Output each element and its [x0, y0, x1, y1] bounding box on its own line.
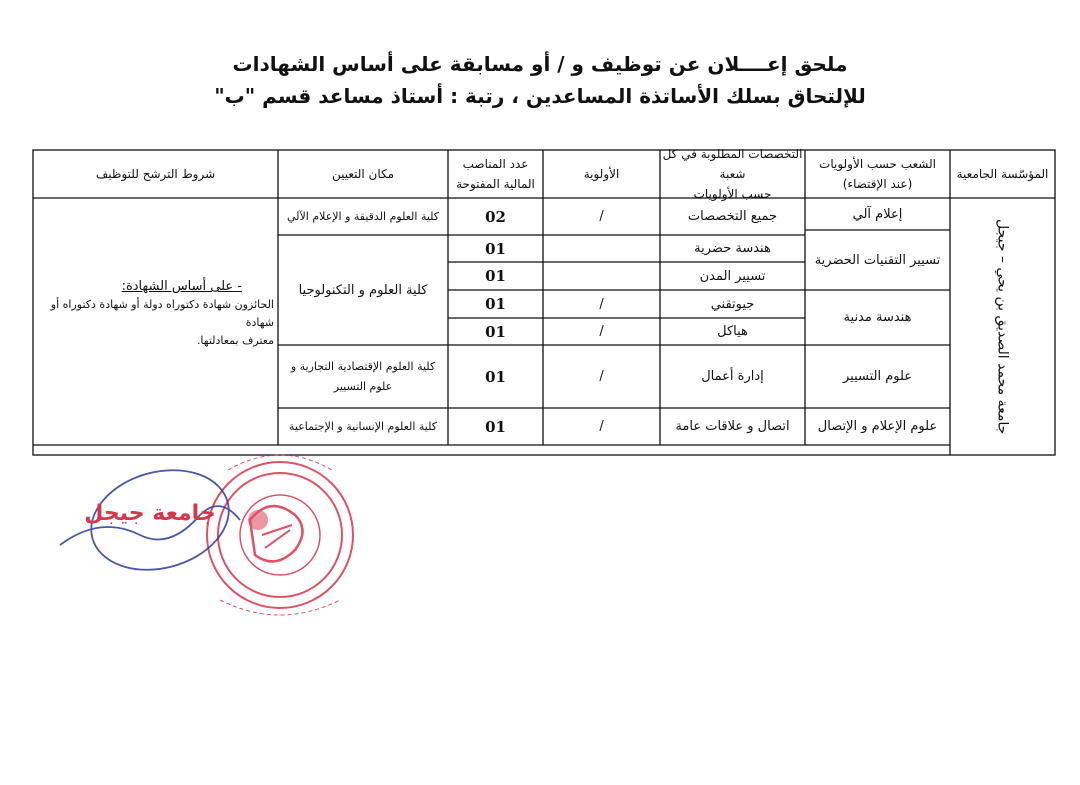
priority-cell [543, 262, 660, 290]
place-cell [278, 345, 448, 408]
conditions-line2: معترف بمعادلتها. [196, 334, 274, 347]
priority-cell: / [599, 419, 604, 434]
signature-text: جامعة جيجل [84, 501, 216, 526]
conditions-heading: - على أساس الشهادة: [121, 279, 242, 294]
branch-cell: علوم التسيير [842, 369, 913, 384]
header-place: مكان التعيين [331, 167, 395, 181]
posts-cell: 01 [485, 322, 506, 341]
specialty-cell: تسيير المدن [699, 268, 766, 284]
branch-cell: إعلام آلي [852, 206, 903, 222]
priority-cell: / [599, 296, 604, 312]
conditions-block [38, 278, 274, 350]
priority-cell: / [599, 369, 604, 384]
specialty-cell: إدارة أعمال [701, 369, 764, 384]
posts-cell: 01 [485, 417, 506, 436]
place-line1: كلية العلوم الإقتصادية التجارية و [290, 359, 436, 373]
header-priority: الأولوية [583, 167, 620, 181]
document-title-line2: للإلتحاق بسلك الأساتذة المساعدين ، رتبة : أستاذ مساعد قسم "ب" [214, 84, 866, 108]
priority-cell: / [599, 324, 604, 339]
specialty-cell: اتصال و علاقات عامة [675, 419, 790, 434]
institution-name: جامعة محمد الصديق بن يحي – جيجل [994, 218, 1011, 435]
specialty-cell: هياكل [717, 324, 748, 339]
posts-cell: 02 [485, 207, 506, 226]
document-title-line1: ملحق إعــــلان عن توظيف و / أو مسابقة على أساس الشهادات [232, 52, 848, 76]
place-line2: علوم التسيير [333, 379, 393, 393]
place-cell: كلية العلوم و التكنولوجيا [298, 282, 428, 298]
header-posts [448, 150, 543, 198]
priority-cell: / [599, 209, 604, 224]
header-specialty [660, 147, 805, 201]
header-branch-line1: الشعب حسب الأولويات [819, 157, 936, 171]
header-posts-line1: عدد المناصب [462, 157, 529, 171]
header-branch [805, 150, 950, 198]
posts-cell: 01 [485, 267, 506, 285]
specialty-cell: جيوتقني [710, 296, 755, 312]
posts-cell: 01 [485, 239, 506, 258]
place-cell: كلية العلوم الدقيقة و الإعلام الآلي [286, 210, 440, 223]
specialty-cell: جميع التخصصات [687, 209, 778, 224]
branch-cell: هندسة مدنية [843, 310, 912, 325]
posts-cell: 01 [485, 367, 506, 386]
specialty-cell: هندسة حضرية [694, 241, 771, 256]
header-specialty-line2: حسب الأولويات [693, 187, 772, 201]
header-specialty-line1: التخصصات المطلوبة في كل شعبة [662, 147, 803, 181]
branch-cell: تسيير التقنيات الحضرية [814, 252, 941, 268]
posts-cell: 01 [485, 295, 506, 313]
header-conditions: شروط الترشح للتوظيف [95, 167, 216, 181]
conditions-line1: الحائزون شهادة دكتوراه دولة أو شهادة دكتوراه أو شهادة [50, 298, 274, 329]
branch-cell: علوم الإعلام و الإتصال [817, 419, 938, 434]
header-posts-line2: المالية المفتوحة [456, 177, 535, 191]
header-branch-line2: (عند الإقتضاء) [842, 177, 913, 191]
place-cell: كلية العلوم الإنسانية و الإجتماعية [288, 420, 438, 433]
header-institution: المؤسّسة الجامعية [956, 167, 1049, 181]
priority-cell [543, 235, 660, 262]
